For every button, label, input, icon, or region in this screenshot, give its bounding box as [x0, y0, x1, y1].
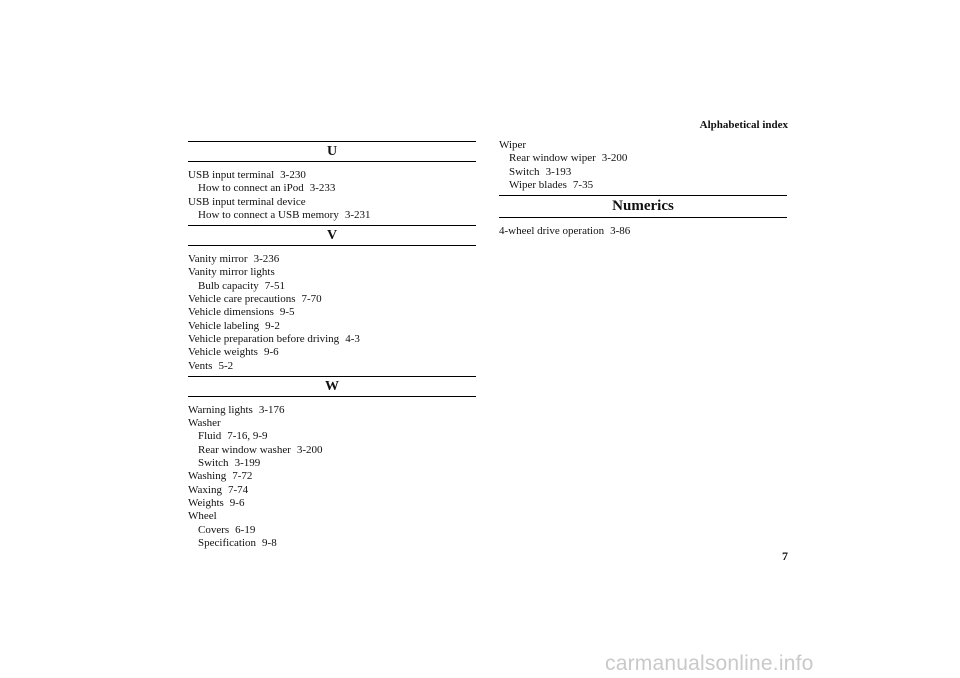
index-subentry: Specification 9-8 [198, 536, 277, 549]
index-entry: Washing 7-72 [188, 470, 253, 483]
index-subentry: Switch 3-199 [198, 457, 261, 470]
index-entry: Vehicle labeling 9-2 [188, 319, 280, 332]
index-entry: Waxing 7-74 [188, 483, 249, 496]
index-entry: Vehicle care precautions 7-70 [188, 293, 322, 306]
index-entry: Vanity mirror lights [188, 266, 275, 279]
index-column-left [188, 141, 476, 550]
index-entry: Weights 9-6 [188, 496, 245, 509]
index-subentry: Rear window wiper 3-200 [509, 152, 628, 165]
index-subentry: Fluid 7-16, 9-9 [198, 430, 268, 443]
index-entry: Warning lights 3-176 [188, 403, 285, 416]
index-entry: 4-wheel drive operation 3-86 [499, 225, 631, 238]
index-entry: Vehicle weights 9-6 [188, 346, 279, 359]
page-number: 7 [782, 549, 788, 563]
index-entry: Vanity mirror 3-236 [188, 253, 280, 266]
running-title: Alphabetical index [699, 119, 788, 131]
index-entry: Wiper [499, 139, 527, 151]
index-entry: Washer [188, 417, 221, 430]
index-entry: Vehicle dimensions 9-5 [188, 306, 295, 319]
section-header-numerics: Numerics [499, 195, 787, 218]
section-header-w: W [188, 376, 476, 397]
index-subentry: Rear window washer 3-200 [198, 443, 323, 456]
index-column-right [499, 139, 787, 238]
index-subentry: Bulb capacity 7-51 [198, 279, 285, 292]
index-entry: Vehicle preparation before driving 4-3 [188, 332, 360, 345]
watermark-text: carmanualsonline.info [605, 652, 814, 675]
index-subentry: Covers 6-19 [198, 523, 256, 536]
section-header-u: U [188, 141, 476, 162]
index-subentry: Wiper blades 7-35 [509, 178, 594, 191]
section-header-v: V [188, 225, 476, 246]
index-subentry: How to connect an iPod 3-233 [198, 182, 336, 195]
index-entry: USB input terminal device [188, 195, 306, 208]
index-entry: USB input terminal 3-230 [188, 169, 306, 181]
index-subentry: How to connect a USB memory 3-231 [198, 208, 371, 221]
index-entry: Wheel [188, 510, 217, 523]
index-subentry: Switch 3-193 [509, 165, 572, 178]
index-entry: Vents 5-2 [188, 359, 234, 372]
